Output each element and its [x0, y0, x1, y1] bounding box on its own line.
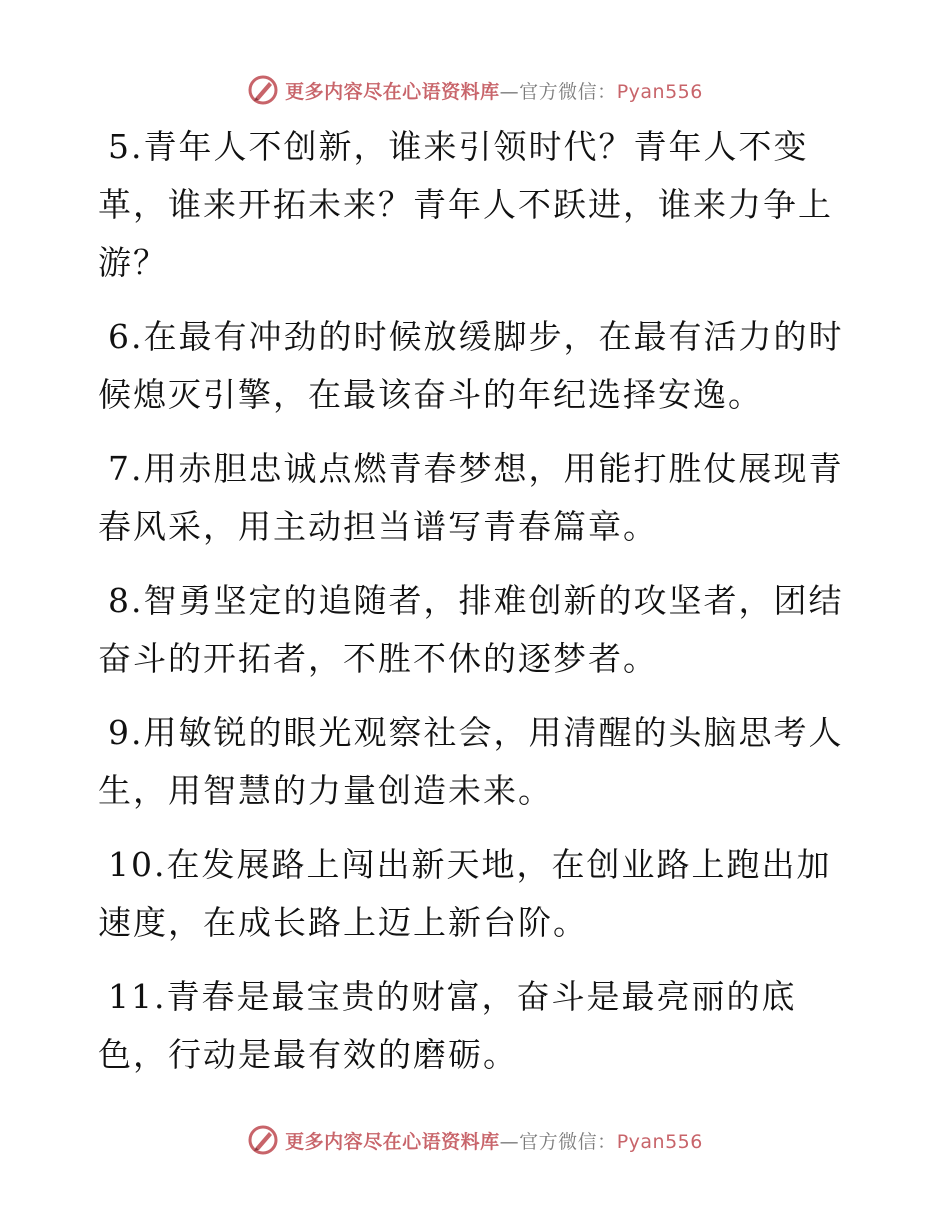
pen-logo-icon: [247, 1124, 279, 1156]
banner-official-label: 官方微信：: [519, 1130, 617, 1153]
list-item: 5.青年人不创新，谁来引领时代？青年人不变革，谁来开拓未来？青年人不跃进，谁来力争上游？: [98, 127, 833, 282]
banner-wechat-id: Pyan556: [616, 80, 703, 103]
banner-wechat-id: Pyan556: [616, 1130, 703, 1153]
banner-text: [285, 77, 703, 104]
list-item: 11.青春是最宝贵的财富，奋斗是最亮丽的底色，行动是最有效的磨砺。: [98, 977, 797, 1074]
banner-text: [285, 1127, 703, 1154]
banner-official-label: 官方微信：: [519, 80, 617, 103]
list-item: 6.在最有冲劲的时候放缓脚步，在最有活力的时候熄灭引擎，在最该奋斗的年纪选择安逸。: [98, 317, 844, 414]
banner-separator: —: [499, 1130, 520, 1153]
header-banner: [0, 70, 950, 110]
list-item: 8.智勇坚定的追随者，排难创新的攻坚者，团结奋斗的开拓者，不胜不休的逐梦者。: [98, 581, 844, 678]
list-item: 7.用赤胆忠诚点燃青春梦想，用能打胜仗展现青春风采，用主动担当谱写青春篇章。: [98, 449, 844, 546]
footer-banner: [0, 1120, 950, 1160]
pen-logo-icon: [247, 74, 279, 106]
document-body: [98, 118, 858, 1100]
list-item: 10.在发展路上闯出新天地，在创业路上跑出加速度，在成长路上迈上新台阶。: [98, 845, 832, 942]
banner-main-text: 更多内容尽在心语资料库: [285, 80, 500, 103]
banner-main-text: 更多内容尽在心语资料库: [285, 1130, 500, 1153]
list-item: 9.用敏锐的眼光观察社会，用清醒的头脑思考人生，用智慧的力量创造未来。: [98, 713, 844, 810]
banner-separator: —: [499, 80, 520, 103]
